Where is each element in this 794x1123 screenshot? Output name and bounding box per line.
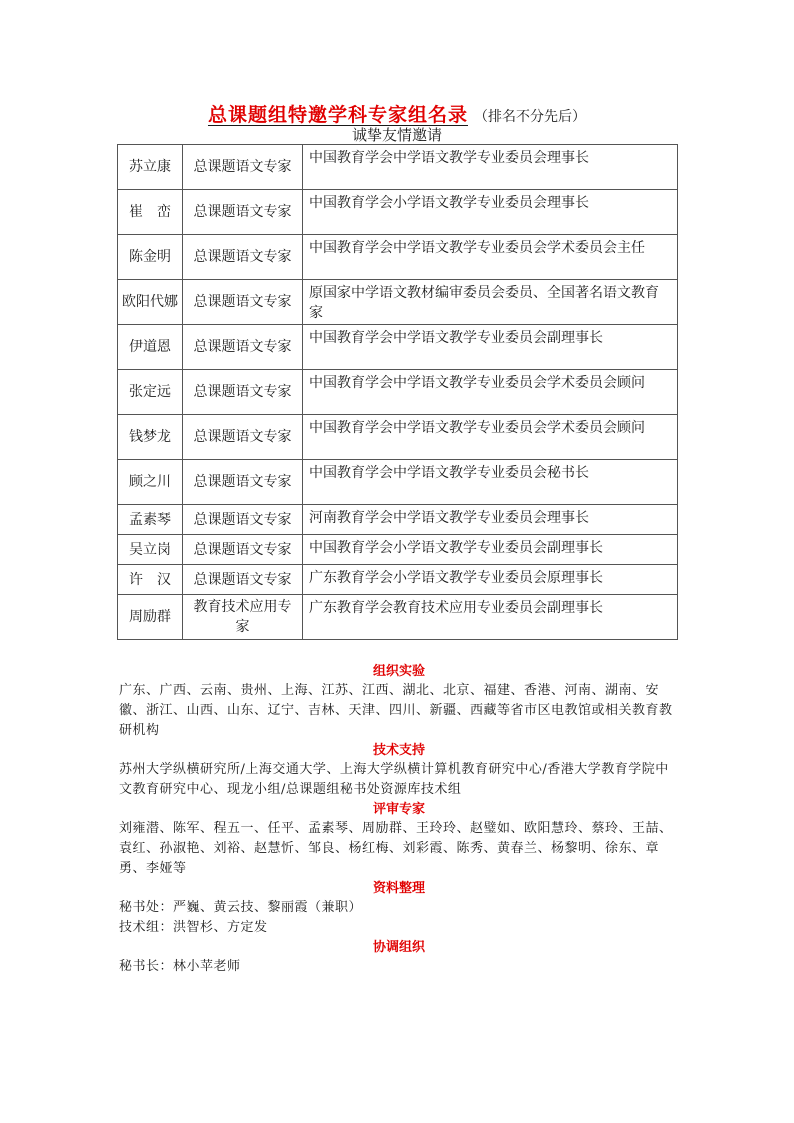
- subtitle: 诚挚友情邀请: [351, 126, 442, 144]
- expert-name: 崔 峦: [118, 190, 183, 235]
- expert-position: 中国教育学会中学语文教学专业委员会学术委员会顾问: [303, 370, 678, 415]
- expert-role: 总课题语文专家: [183, 190, 303, 235]
- expert-name: 许 汉: [118, 565, 183, 595]
- expert-role: 总课题语文专家: [183, 235, 303, 280]
- table-row: [118, 565, 678, 595]
- expert-role: 总课题语文专家: [183, 460, 303, 505]
- expert-position: 中国教育学会中学语文教学专业委员会学术委员会顾问: [303, 415, 678, 460]
- table-row: [118, 325, 678, 370]
- section-tech-support: [119, 741, 679, 800]
- page-title: 总课题组特邀学科专家组名录: [207, 104, 468, 126]
- expert-position: 中国教育学会中学语文教学专业委员会学术委员会主任: [303, 235, 678, 280]
- table-row: [118, 535, 678, 565]
- expert-role: 总课题语文专家: [183, 535, 303, 565]
- section-reviewers: [119, 800, 679, 879]
- title-row: [0, 100, 794, 127]
- expert-role: 总课题语文专家: [183, 325, 303, 370]
- expert-role: 总课题语文专家: [183, 280, 303, 325]
- section-heading: 评审专家: [372, 802, 425, 817]
- expert-name: 钱梦龙: [118, 415, 183, 460]
- expert-name: 陈金明: [118, 235, 183, 280]
- section-materials: [119, 879, 679, 938]
- section-heading: 协调组织: [372, 940, 425, 955]
- expert-position: 中国教育学会中学语文教学专业委员会理事长: [303, 145, 678, 190]
- section-experiment: [119, 662, 679, 741]
- expert-role: 教育技术应用专家: [183, 595, 303, 640]
- table-row: [118, 595, 678, 640]
- expert-role: 总课题语文专家: [183, 370, 303, 415]
- expert-name: 欧阳代娜: [118, 280, 183, 325]
- expert-name: 伊道恩: [118, 325, 183, 370]
- table-row: [118, 190, 678, 235]
- section-heading: 技术支持: [372, 743, 425, 758]
- expert-position: 广东教育学会教育技术应用专业委员会副理事长: [303, 595, 678, 640]
- expert-table: [117, 144, 678, 640]
- expert-role: 总课题语文专家: [183, 505, 303, 535]
- expert-role: 总课题语文专家: [183, 565, 303, 595]
- expert-role: 总课题语文专家: [183, 415, 303, 460]
- section-text: 秘书长：林小苹老师: [119, 959, 241, 974]
- credits-sections: [119, 662, 679, 977]
- expert-name: 孟素琴: [118, 505, 183, 535]
- expert-name: 苏立康: [118, 145, 183, 190]
- expert-position: 广东教育学会小学语文教学专业委员会原理事长: [303, 565, 678, 595]
- section-text: 刘雍潜、陈军、程五一、任平、孟素琴、周励群、王玲玲、赵璧如、欧阳慧玲、蔡玲、王喆、袁红、孙淑艳、刘裕、赵慧忻、邹良、杨红梅、刘彩霞、陈秀、黄春兰、杨黎明、徐东、章勇、李娅等: [119, 821, 673, 876]
- section-text: 苏州大学纵横研究所/上海交通大学、上海大学纵横计算机教育研究中心/香港大学教育学院中文教育研究中心、现龙小组/总课题组秘书处资源库技术组: [119, 762, 669, 797]
- section-text: 秘书处：严巍、黄云技、黎丽霞（兼职）: [119, 900, 363, 915]
- expert-role: 总课题语文专家: [183, 145, 303, 190]
- expert-name: 周励群: [118, 595, 183, 640]
- title-note: （排名不分先后）: [474, 109, 586, 125]
- table-row: [118, 370, 678, 415]
- expert-position: 河南教育学会中学语文教学专业委员会理事长: [303, 505, 678, 535]
- expert-position: 中国教育学会小学语文教学专业委员会理事长: [303, 190, 678, 235]
- expert-position: 中国教育学会中学语文教学专业委员会副理事长: [303, 325, 678, 370]
- expert-name: 张定远: [118, 370, 183, 415]
- section-coordination: [119, 938, 679, 977]
- section-heading: 资料整理: [372, 881, 425, 896]
- table-row: [118, 505, 678, 535]
- table-row: [118, 145, 678, 190]
- expert-name: 顾之川: [118, 460, 183, 505]
- table-row: [118, 460, 678, 505]
- expert-name: 吴立岗: [118, 535, 183, 565]
- section-text: 广东、广西、云南、贵州、上海、江苏、江西、湖北、北京、福建、香港、河南、湖南、安徽、浙江、山西、山东、辽宁、吉林、天津、四川、新疆、西藏等省市区电教馆或相关教育教研机构: [119, 683, 673, 738]
- expert-position: 原国家中学语文教材编审委员会委员、全国著名语文教育家: [303, 280, 678, 325]
- expert-position: 中国教育学会中学语文教学专业委员会秘书长: [303, 460, 678, 505]
- section-heading: 组织实验: [372, 664, 425, 679]
- expert-position: 中国教育学会小学语文教学专业委员会副理事长: [303, 535, 678, 565]
- table-row: [118, 235, 678, 280]
- table-row: [118, 415, 678, 460]
- section-text: 技术组：洪智杉、方定发: [119, 920, 268, 935]
- table-row: [118, 280, 678, 325]
